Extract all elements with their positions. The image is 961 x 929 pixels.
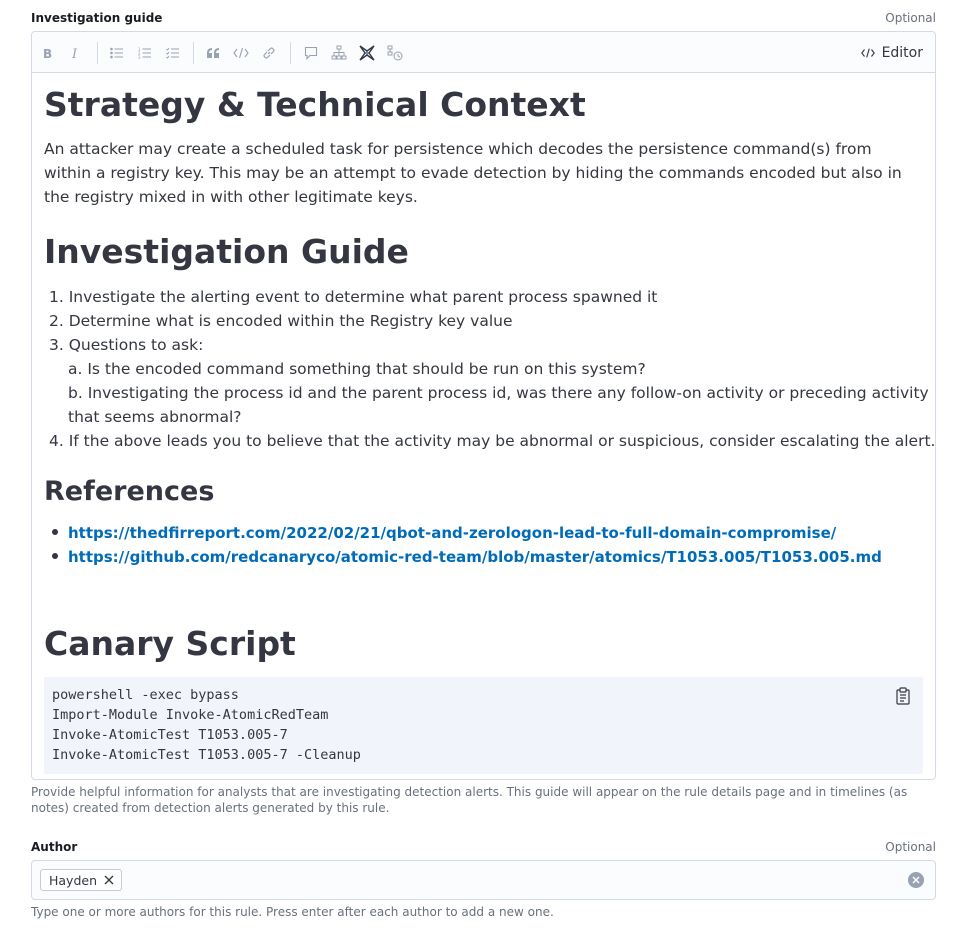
heading-strategy: Strategy & Technical Context xyxy=(44,85,586,124)
author-chip xyxy=(40,869,122,891)
timeline-icon[interactable] xyxy=(357,43,377,63)
task-list-icon[interactable] xyxy=(163,43,183,63)
markdown-editor xyxy=(31,31,936,780)
list-item: a. Is the encoded command something that should be run on this system? xyxy=(68,360,646,378)
toolbar-divider xyxy=(290,42,291,64)
reference-item xyxy=(52,521,836,545)
list-item: that seems abnormal? xyxy=(68,408,242,426)
list-item: b. Investigating the process id and the parent process id, was there any follow-on activity or preceding activity xyxy=(68,384,929,402)
heading-canary-script: Canary Script xyxy=(44,624,296,663)
quote-icon[interactable] xyxy=(203,43,223,63)
list-item: 2. Determine what is encoded within the Registry key value xyxy=(49,312,513,330)
reference-link[interactable]: https://github.com/redcanaryco/atomic-red-team/blob/master/atomics/T1053.005/T1053.005.md xyxy=(68,548,882,566)
svg-text:2: 2 xyxy=(138,51,141,56)
author-optional: Optional xyxy=(885,840,936,854)
clear-all-icon[interactable] xyxy=(908,872,924,888)
list-item: 3. Questions to ask: xyxy=(49,336,204,354)
editor-toggle-label: Editor xyxy=(881,45,923,61)
code-block xyxy=(44,677,923,774)
author-header xyxy=(31,840,936,854)
comment-icon[interactable] xyxy=(301,43,321,63)
investigation-guide-label: Investigation guide xyxy=(31,11,163,25)
reference-link[interactable]: https://thedfirreport.com/2022/02/21/qbot-and-zerologon-lead-to-full-domain-compromise/ xyxy=(68,524,837,542)
code-line: Import-Module Invoke-AtomicRedTeam xyxy=(52,707,329,723)
author-label: Author xyxy=(31,840,78,854)
svg-text:I: I xyxy=(72,46,78,60)
heading-references: References xyxy=(44,476,215,507)
investigation-guide-optional: Optional xyxy=(885,11,936,25)
numbered-list-icon[interactable] xyxy=(135,43,155,63)
link-icon[interactable] xyxy=(259,43,279,63)
italic-icon[interactable] xyxy=(66,43,86,63)
tree-icon[interactable] xyxy=(329,43,349,63)
investigation-guide-header xyxy=(31,11,936,25)
bullet-icon xyxy=(52,529,58,535)
code-line: Invoke-AtomicTest T1053.005-7 xyxy=(52,727,288,743)
list-item: 1. Investigate the alerting event to determine what parent process spawned it xyxy=(49,288,658,306)
bullet-icon xyxy=(52,553,58,559)
list-item: 4. If the above leads you to believe that the activity may be abnormal or suspicious, consider escalating the alert. xyxy=(49,432,936,450)
code-icon xyxy=(861,47,875,59)
insight-icon[interactable] xyxy=(385,43,405,63)
copy-clipboard-icon[interactable] xyxy=(895,687,913,707)
investigation-guide-help-text: Provide helpful information for analysts that are investigating detection alerts. This guide will appear on the rule details page and in timelines (as notes) created from detection alerts generated by this rule. xyxy=(31,785,908,815)
reference-item xyxy=(52,545,882,569)
svg-text:3: 3 xyxy=(138,55,141,59)
svg-text:1: 1 xyxy=(138,47,141,52)
author-chip-label: Hayden xyxy=(49,872,98,888)
code-icon[interactable] xyxy=(231,43,251,63)
toolbar-divider xyxy=(97,42,98,64)
strategy-paragraph: An attacker may create a scheduled task for persistence which decodes the persistence command(s) from within a registry key. This may be an attempt to evade detection by hiding the commands encoded but also in the registry mixed in with other legitimate keys. xyxy=(44,140,902,206)
bullet-list-icon[interactable] xyxy=(107,43,127,63)
bold-icon[interactable] xyxy=(38,43,58,63)
code-line: Invoke-AtomicTest T1053.005-7 -Cleanup xyxy=(52,747,361,763)
markdown-toolbar xyxy=(32,32,935,73)
author-combobox[interactable] xyxy=(31,860,936,900)
author-help-text: Type one or more authors for this rule. Press enter after each author to add a new one. xyxy=(31,905,554,919)
svg-text:B: B xyxy=(43,46,53,60)
heading-investigation-guide: Investigation Guide xyxy=(44,232,409,271)
toolbar-divider xyxy=(193,42,194,64)
close-icon[interactable] xyxy=(103,874,115,886)
code-line: powershell -exec bypass xyxy=(52,687,239,703)
editor-toggle-button[interactable] xyxy=(861,42,923,64)
